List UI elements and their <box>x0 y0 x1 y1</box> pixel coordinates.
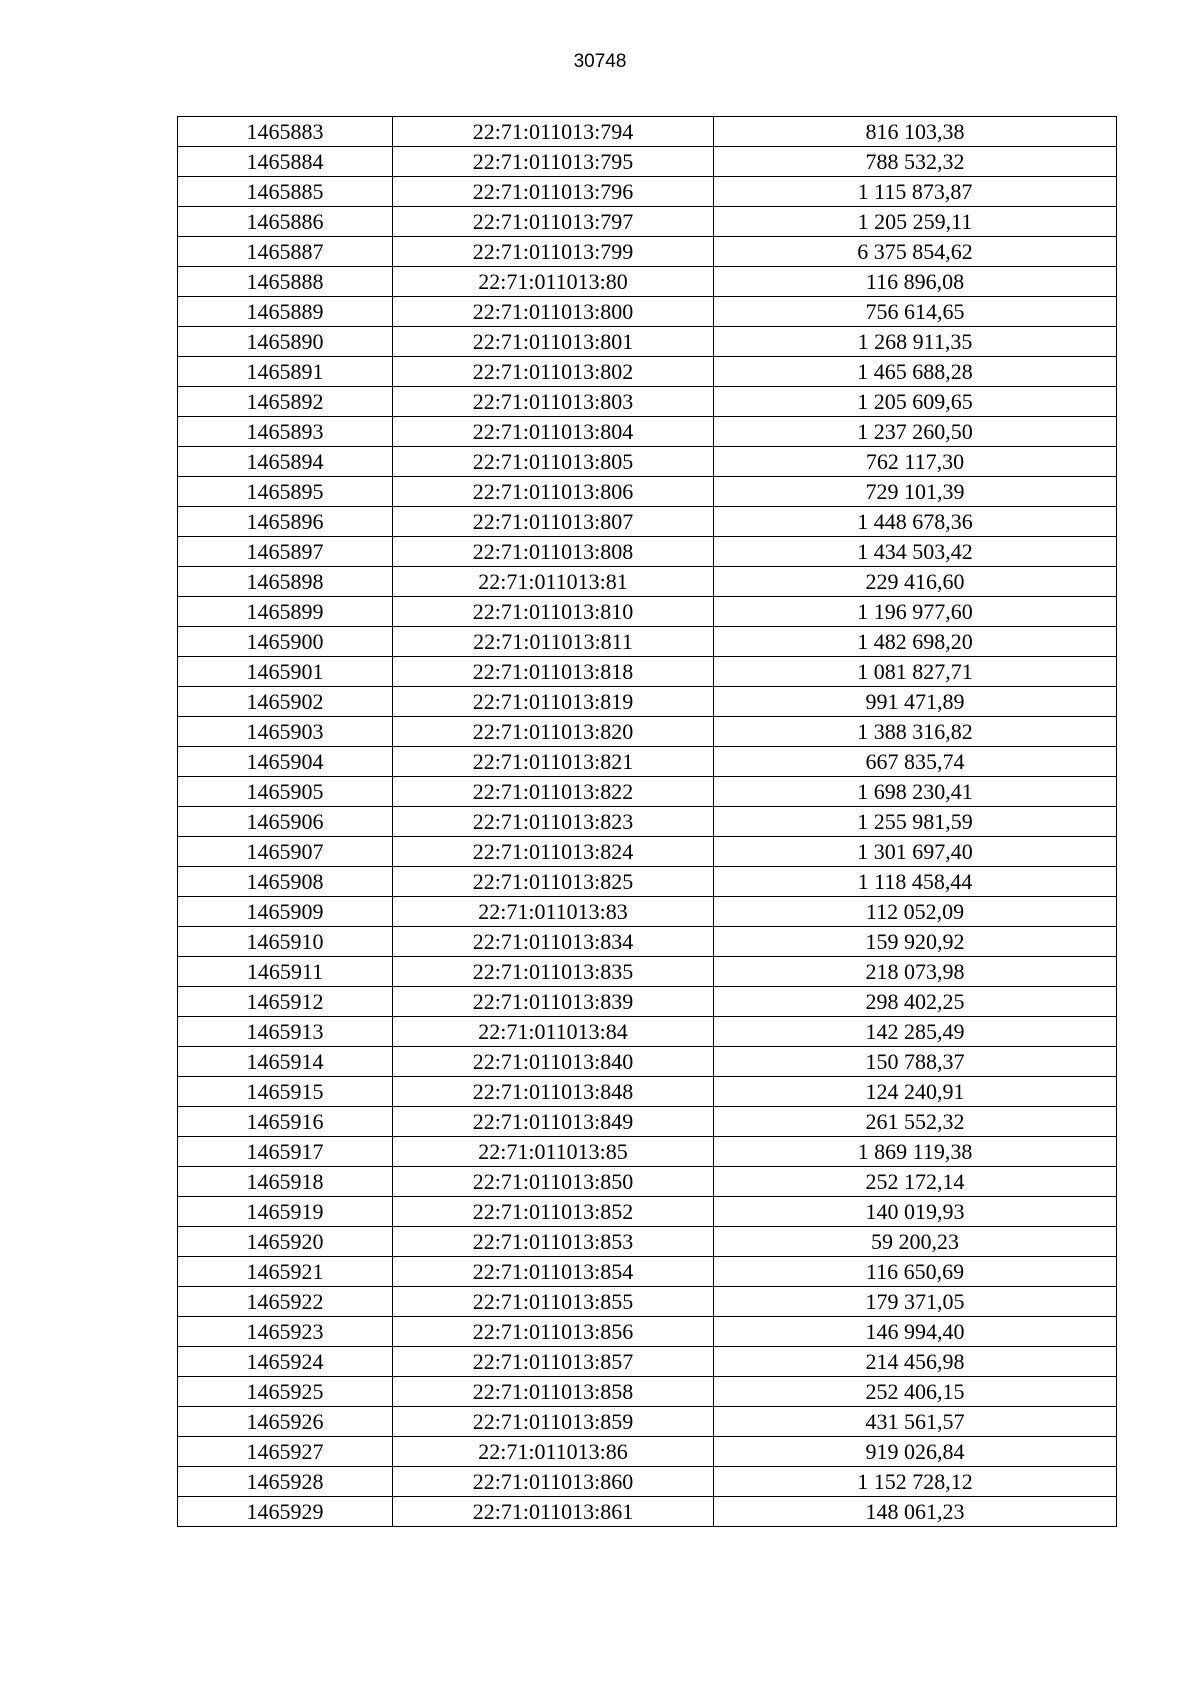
row-number-cell: 1465926 <box>178 1407 393 1437</box>
row-number-cell: 1465883 <box>178 117 393 147</box>
cadastral-value-cell: 991 471,89 <box>714 687 1117 717</box>
cadastral-value-cell: 1 268 911,35 <box>714 327 1117 357</box>
cadastral-number-cell: 22:71:011013:835 <box>393 957 714 987</box>
cadastral-number-cell: 22:71:011013:848 <box>393 1077 714 1107</box>
cadastral-number-cell: 22:71:011013:810 <box>393 597 714 627</box>
cadastral-value-cell: 148 061,23 <box>714 1497 1117 1527</box>
cadastral-value-cell: 179 371,05 <box>714 1287 1117 1317</box>
table-row <box>178 627 1117 657</box>
row-number-cell: 1465904 <box>178 747 393 777</box>
table-row <box>178 1077 1117 1107</box>
cadastral-number-cell: 22:71:011013:824 <box>393 837 714 867</box>
cadastral-value-cell: 261 552,32 <box>714 1107 1117 1137</box>
cadastral-value-cell: 788 532,32 <box>714 147 1117 177</box>
table-row <box>178 1437 1117 1467</box>
table-row <box>178 1347 1117 1377</box>
cadastral-value-cell: 218 073,98 <box>714 957 1117 987</box>
row-number-cell: 1465919 <box>178 1197 393 1227</box>
cadastral-value-cell: 1 237 260,50 <box>714 417 1117 447</box>
table-row <box>178 477 1117 507</box>
row-number-cell: 1465892 <box>178 387 393 417</box>
cadastral-number-cell: 22:71:011013:80 <box>393 267 714 297</box>
cadastral-number-cell: 22:71:011013:800 <box>393 297 714 327</box>
cadastral-number-cell: 22:71:011013:856 <box>393 1317 714 1347</box>
table-row <box>178 747 1117 777</box>
table-row <box>178 957 1117 987</box>
cadastral-number-cell: 22:71:011013:83 <box>393 897 714 927</box>
cadastral-value-cell: 431 561,57 <box>714 1407 1117 1437</box>
cadastral-number-cell: 22:71:011013:806 <box>393 477 714 507</box>
cadastral-value-cell: 159 920,92 <box>714 927 1117 957</box>
cadastral-number-cell: 22:71:011013:799 <box>393 237 714 267</box>
row-number-cell: 1465916 <box>178 1107 393 1137</box>
table-row <box>178 177 1117 207</box>
cadastral-number-cell: 22:71:011013:794 <box>393 117 714 147</box>
row-number-cell: 1465897 <box>178 537 393 567</box>
cadastral-number-cell: 22:71:011013:796 <box>393 177 714 207</box>
cadastral-number-cell: 22:71:011013:81 <box>393 567 714 597</box>
row-number-cell: 1465902 <box>178 687 393 717</box>
cadastral-number-cell: 22:71:011013:825 <box>393 867 714 897</box>
row-number-cell: 1465903 <box>178 717 393 747</box>
table-body <box>178 117 1117 1527</box>
cadastral-value-cell: 1 205 259,11 <box>714 207 1117 237</box>
cadastral-number-cell: 22:71:011013:818 <box>393 657 714 687</box>
row-number-cell: 1465922 <box>178 1287 393 1317</box>
cadastral-value-cell: 919 026,84 <box>714 1437 1117 1467</box>
cadastral-number-cell: 22:71:011013:849 <box>393 1107 714 1137</box>
cadastral-value-cell: 150 788,37 <box>714 1047 1117 1077</box>
cadastral-number-cell: 22:71:011013:852 <box>393 1197 714 1227</box>
row-number-cell: 1465918 <box>178 1167 393 1197</box>
row-number-cell: 1465920 <box>178 1227 393 1257</box>
table-row <box>178 567 1117 597</box>
row-number-cell: 1465891 <box>178 357 393 387</box>
cadastral-value-cell: 252 172,14 <box>714 1167 1117 1197</box>
table-row <box>178 807 1117 837</box>
cadastral-number-cell: 22:71:011013:834 <box>393 927 714 957</box>
row-number-cell: 1465910 <box>178 927 393 957</box>
row-number-cell: 1465911 <box>178 957 393 987</box>
table-row <box>178 897 1117 927</box>
cadastral-value-cell: 667 835,74 <box>714 747 1117 777</box>
row-number-cell: 1465901 <box>178 657 393 687</box>
cadastral-number-cell: 22:71:011013:85 <box>393 1137 714 1167</box>
row-number-cell: 1465885 <box>178 177 393 207</box>
cadastral-number-cell: 22:71:011013:823 <box>393 807 714 837</box>
cadastral-value-cell: 1 301 697,40 <box>714 837 1117 867</box>
row-number-cell: 1465900 <box>178 627 393 657</box>
table-row <box>178 1227 1117 1257</box>
table-row <box>178 837 1117 867</box>
table-row <box>178 237 1117 267</box>
row-number-cell: 1465907 <box>178 837 393 867</box>
row-number-cell: 1465923 <box>178 1317 393 1347</box>
cadastral-number-cell: 22:71:011013:811 <box>393 627 714 657</box>
cadastral-value-cell: 762 117,30 <box>714 447 1117 477</box>
table-row <box>178 417 1117 447</box>
cadastral-number-cell: 22:71:011013:795 <box>393 147 714 177</box>
row-number-cell: 1465909 <box>178 897 393 927</box>
table-row <box>178 327 1117 357</box>
table-row <box>178 927 1117 957</box>
cadastral-value-cell: 1 081 827,71 <box>714 657 1117 687</box>
table-row <box>178 1467 1117 1497</box>
cadastral-number-cell: 22:71:011013:802 <box>393 357 714 387</box>
row-number-cell: 1465925 <box>178 1377 393 1407</box>
row-number-cell: 1465906 <box>178 807 393 837</box>
cadastral-number-cell: 22:71:011013:858 <box>393 1377 714 1407</box>
cadastral-value-cell: 140 019,93 <box>714 1197 1117 1227</box>
cadastral-number-cell: 22:71:011013:859 <box>393 1407 714 1437</box>
cadastral-value-cell: 1 115 873,87 <box>714 177 1117 207</box>
row-number-cell: 1465914 <box>178 1047 393 1077</box>
cadastral-value-cell: 756 614,65 <box>714 297 1117 327</box>
cadastral-number-cell: 22:71:011013:855 <box>393 1287 714 1317</box>
table-row <box>178 267 1117 297</box>
cadastral-value-cell: 1 465 688,28 <box>714 357 1117 387</box>
cadastral-value-cell: 729 101,39 <box>714 477 1117 507</box>
table-row <box>178 117 1117 147</box>
cadastral-value-cell: 1 388 316,82 <box>714 717 1117 747</box>
cadastral-number-cell: 22:71:011013:860 <box>393 1467 714 1497</box>
table-row <box>178 1497 1117 1527</box>
cadastral-value-cell: 146 994,40 <box>714 1317 1117 1347</box>
cadastral-number-cell: 22:71:011013:808 <box>393 537 714 567</box>
cadastral-value-cell: 1 434 503,42 <box>714 537 1117 567</box>
cadastral-value-cell: 1 482 698,20 <box>714 627 1117 657</box>
cadastral-value-cell: 6 375 854,62 <box>714 237 1117 267</box>
cadastral-value-cell: 116 650,69 <box>714 1257 1117 1287</box>
row-number-cell: 1465905 <box>178 777 393 807</box>
row-number-cell: 1465927 <box>178 1437 393 1467</box>
table-row <box>178 1167 1117 1197</box>
cadastral-value-cell: 229 416,60 <box>714 567 1117 597</box>
table-row <box>178 1317 1117 1347</box>
table-row <box>178 1407 1117 1437</box>
cadastral-value-cell: 1 869 119,38 <box>714 1137 1117 1167</box>
table-row <box>178 597 1117 627</box>
cadastral-number-cell: 22:71:011013:797 <box>393 207 714 237</box>
table-row <box>178 1047 1117 1077</box>
table-row <box>178 867 1117 897</box>
cadastral-number-cell: 22:71:011013:821 <box>393 747 714 777</box>
row-number-cell: 1465915 <box>178 1077 393 1107</box>
row-number-cell: 1465895 <box>178 477 393 507</box>
cadastral-number-cell: 22:71:011013:861 <box>393 1497 714 1527</box>
cadastral-value-cell: 1 118 458,44 <box>714 867 1117 897</box>
row-number-cell: 1465887 <box>178 237 393 267</box>
cadastral-value-cell: 1 448 678,36 <box>714 507 1117 537</box>
row-number-cell: 1465912 <box>178 987 393 1017</box>
row-number-cell: 1465917 <box>178 1137 393 1167</box>
row-number-cell: 1465898 <box>178 567 393 597</box>
table-row <box>178 657 1117 687</box>
cadastral-value-cell: 1 196 977,60 <box>714 597 1117 627</box>
cadastral-value-table <box>177 116 1117 1527</box>
cadastral-number-cell: 22:71:011013:854 <box>393 1257 714 1287</box>
cadastral-number-cell: 22:71:011013:850 <box>393 1167 714 1197</box>
table-row <box>178 1137 1117 1167</box>
row-number-cell: 1465886 <box>178 207 393 237</box>
table-row <box>178 717 1117 747</box>
row-number-cell: 1465913 <box>178 1017 393 1047</box>
row-number-cell: 1465908 <box>178 867 393 897</box>
table-row <box>178 387 1117 417</box>
cadastral-number-cell: 22:71:011013:84 <box>393 1017 714 1047</box>
row-number-cell: 1465894 <box>178 447 393 477</box>
cadastral-value-cell: 1 255 981,59 <box>714 807 1117 837</box>
table-row <box>178 1107 1117 1137</box>
table-row <box>178 207 1117 237</box>
table-row <box>178 507 1117 537</box>
cadastral-number-cell: 22:71:011013:804 <box>393 417 714 447</box>
table-row <box>178 1287 1117 1317</box>
table-row <box>178 1257 1117 1287</box>
table-row <box>178 447 1117 477</box>
table-row <box>178 537 1117 567</box>
cadastral-value-cell: 1 205 609,65 <box>714 387 1117 417</box>
row-number-cell: 1465921 <box>178 1257 393 1287</box>
cadastral-number-cell: 22:71:011013:840 <box>393 1047 714 1077</box>
cadastral-value-cell: 142 285,49 <box>714 1017 1117 1047</box>
table-row <box>178 1197 1117 1227</box>
row-number-cell: 1465888 <box>178 267 393 297</box>
cadastral-number-cell: 22:71:011013:805 <box>393 447 714 477</box>
table-row <box>178 1377 1117 1407</box>
row-number-cell: 1465893 <box>178 417 393 447</box>
cadastral-value-cell: 298 402,25 <box>714 987 1117 1017</box>
cadastral-value-cell: 112 052,09 <box>714 897 1117 927</box>
table-row <box>178 987 1117 1017</box>
table-row <box>178 687 1117 717</box>
row-number-cell: 1465899 <box>178 597 393 627</box>
cadastral-number-cell: 22:71:011013:857 <box>393 1347 714 1377</box>
table-row <box>178 1017 1117 1047</box>
cadastral-value-cell: 1 698 230,41 <box>714 777 1117 807</box>
cadastral-number-cell: 22:71:011013:839 <box>393 987 714 1017</box>
table-row <box>178 297 1117 327</box>
row-number-cell: 1465929 <box>178 1497 393 1527</box>
cadastral-number-cell: 22:71:011013:853 <box>393 1227 714 1257</box>
row-number-cell: 1465928 <box>178 1467 393 1497</box>
cadastral-value-cell: 124 240,91 <box>714 1077 1117 1107</box>
row-number-cell: 1465924 <box>178 1347 393 1377</box>
cadastral-value-cell: 1 152 728,12 <box>714 1467 1117 1497</box>
cadastral-number-cell: 22:71:011013:819 <box>393 687 714 717</box>
row-number-cell: 1465896 <box>178 507 393 537</box>
page-number: 30748 <box>573 51 627 72</box>
row-number-cell: 1465890 <box>178 327 393 357</box>
cadastral-value-cell: 116 896,08 <box>714 267 1117 297</box>
table-row <box>178 357 1117 387</box>
cadastral-number-cell: 22:71:011013:803 <box>393 387 714 417</box>
cadastral-value-cell: 816 103,38 <box>714 117 1117 147</box>
cadastral-value-cell: 214 456,98 <box>714 1347 1117 1377</box>
cadastral-value-cell: 59 200,23 <box>714 1227 1117 1257</box>
cadastral-number-cell: 22:71:011013:801 <box>393 327 714 357</box>
table-row <box>178 777 1117 807</box>
row-number-cell: 1465884 <box>178 147 393 177</box>
cadastral-number-cell: 22:71:011013:820 <box>393 717 714 747</box>
cadastral-number-cell: 22:71:011013:86 <box>393 1437 714 1467</box>
row-number-cell: 1465889 <box>178 297 393 327</box>
cadastral-value-cell: 252 406,15 <box>714 1377 1117 1407</box>
table-row <box>178 147 1117 177</box>
cadastral-number-cell: 22:71:011013:822 <box>393 777 714 807</box>
cadastral-number-cell: 22:71:011013:807 <box>393 507 714 537</box>
